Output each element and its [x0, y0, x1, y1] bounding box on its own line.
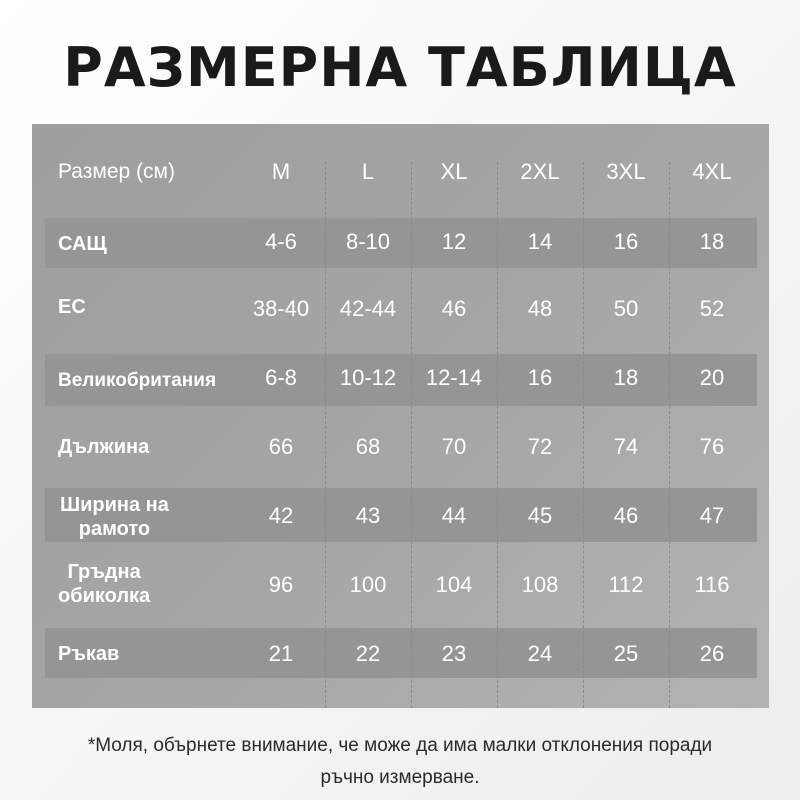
table-cell: 74 [613, 434, 639, 459]
header-label: Размер (см) [58, 160, 175, 183]
table-cell: 22 [355, 641, 381, 666]
row-label: Дължина [58, 436, 150, 458]
table-cell: 10-12 [339, 365, 397, 390]
page-title: РАЗМЕРНА ТАБЛИЦА [63, 36, 737, 99]
row-label [58, 560, 150, 608]
table-cell: 44 [441, 503, 467, 528]
table-cell: 68 [355, 434, 381, 459]
table-cell: 38-40 [252, 296, 310, 321]
row-label: Великобритания [58, 370, 217, 391]
table-cell: 42 [268, 503, 294, 528]
table-cell: 72 [527, 434, 553, 459]
table-cell: 12-14 [425, 365, 483, 390]
table-cell: 46 [613, 503, 639, 528]
size-xl-header: XL [440, 159, 468, 184]
note-line: ръчно измерване. [320, 767, 480, 788]
table-cell: 46 [441, 296, 467, 321]
table-cell: 18 [613, 365, 639, 390]
table-cell: 52 [699, 296, 725, 321]
measurement-note [0, 730, 800, 794]
table-cell: 12 [441, 229, 467, 254]
row-label-line: Гръдна [67, 561, 141, 583]
row-label [60, 493, 169, 541]
table-cell: 112 [608, 572, 644, 597]
size-2xl-header: 2XL [520, 159, 560, 184]
table-cell: 45 [527, 503, 553, 528]
table-cell: 14 [527, 229, 553, 254]
note-line: *Моля, обърнете внимание, че може да има малки отклонения поради [87, 735, 713, 756]
size-table [32, 124, 769, 708]
table-cell: 24 [527, 641, 553, 666]
size-l-header: L [361, 159, 375, 184]
table-cell: 16 [613, 229, 639, 254]
table-cell: 16 [527, 365, 553, 390]
table-cell: 100 [349, 572, 387, 597]
size-3xl-header: 3XL [606, 159, 646, 184]
table-cell: 42-44 [339, 296, 397, 321]
table-cell: 26 [699, 641, 725, 666]
row-label: ЕС [58, 296, 86, 318]
table-cell: 43 [355, 503, 381, 528]
table-cell: 20 [699, 365, 725, 390]
row-label: Ръкав [58, 643, 120, 665]
table-cell: 50 [613, 296, 639, 321]
table-cell: 76 [699, 434, 725, 459]
table-cell: 48 [527, 296, 553, 321]
size-m-header: M [271, 159, 291, 184]
table-cell: 70 [441, 434, 467, 459]
table-cell: 104 [435, 572, 473, 597]
row-label-line: Ширина на [60, 494, 169, 516]
table-cell: 6-8 [265, 365, 297, 390]
table-cell: 18 [699, 229, 725, 254]
row-label-line: рамото [78, 518, 151, 540]
table-cell: 8-10 [345, 229, 391, 254]
table-cell: 116 [694, 572, 730, 597]
table-cell: 108 [521, 572, 559, 597]
table-cell: 66 [268, 434, 294, 459]
row-label-line: обиколка [58, 585, 151, 607]
size-4xl-header: 4XL [692, 159, 732, 184]
table-cell: 4-6 [265, 229, 297, 254]
row-label: САЩ [58, 233, 107, 255]
table-cell: 25 [613, 641, 639, 666]
table-cell: 96 [268, 572, 294, 597]
table-cell: 21 [268, 641, 294, 666]
table-cell: 47 [699, 503, 725, 528]
table-cell: 23 [441, 641, 467, 666]
